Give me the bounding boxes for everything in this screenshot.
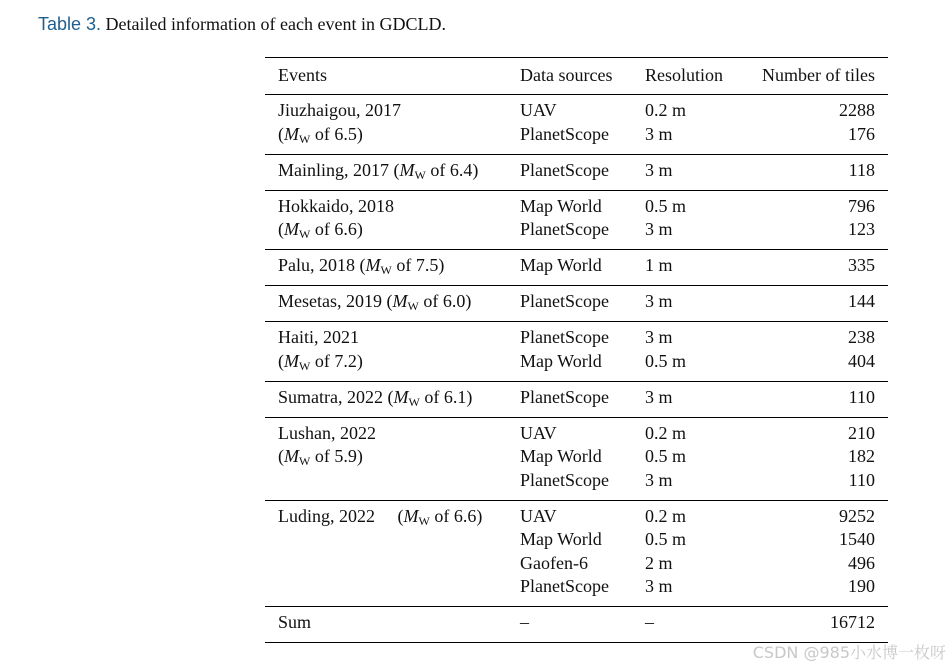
tiles-cell: 144 (848, 291, 875, 311)
sum-label: Sum (278, 612, 312, 632)
header-rule (265, 94, 888, 95)
resolution-cell: 3 m (645, 576, 673, 596)
data-source-cell: UAV (520, 422, 557, 443)
sum-resolution: – (645, 612, 654, 632)
tiles-cell: 335 (848, 255, 875, 275)
table-caption (38, 14, 446, 35)
event-name: Palu, 2018 (278, 255, 356, 275)
tiles-cell: 110 (848, 386, 875, 407)
data-source-cell: UAV (520, 100, 557, 120)
event-name-cell (278, 196, 394, 216)
data-source-cell: Map World (520, 529, 602, 549)
event-name-cell (278, 160, 478, 185)
data-source-cell: PlanetScope (520, 291, 609, 311)
row-rule (265, 154, 888, 155)
tiles-cell: 796 (848, 195, 875, 216)
resolution-cell: 0.5 m (645, 529, 687, 549)
event-name-cell (278, 100, 401, 120)
watermark: CSDN @985小水博一枚呀 (752, 643, 946, 662)
row-rule (265, 606, 888, 607)
row-rule (265, 417, 888, 418)
event-name: Lushan, 2022 (278, 422, 376, 443)
tiles-cell: 404 (848, 350, 875, 371)
row-rule (265, 500, 888, 501)
tiles-cell: 238 (848, 327, 875, 347)
resolution-cell: 3 m (645, 291, 673, 311)
tiles-cell: 2288 (839, 100, 875, 120)
row-rule (265, 321, 888, 322)
row-rule (265, 190, 888, 191)
header-events: Events (278, 65, 327, 85)
event-name: Haiti, 2021 (278, 327, 359, 347)
data-source-cell: Map World (520, 350, 602, 371)
event-name-cell (278, 423, 376, 443)
event-magnitude-cell (278, 351, 363, 376)
resolution-cell: 3 m (645, 469, 673, 490)
tiles-cell: 210 (848, 422, 875, 443)
event-name: Mainling, 2017 (278, 159, 389, 180)
magnitude: ($M_W$ of 6.6) (397, 505, 483, 528)
caption-text: Detailed information of each event in GDCLD. (105, 14, 446, 34)
magnitude: ($M_W$ of 6.0) (386, 291, 472, 313)
magnitude: ($M_W$ of 6.1) (387, 386, 473, 409)
data-source-cell: Map World (520, 446, 602, 466)
event-name: Mesetas, 2019 (278, 291, 382, 311)
sum-data-sources: – (520, 612, 529, 632)
resolution-cell: 3 m (645, 386, 673, 407)
data-source-cell: PlanetScope (520, 123, 609, 144)
event-name: Jiuzhaigou, 2017 (278, 100, 401, 120)
data-source-cell: PlanetScope (520, 576, 609, 596)
data-source-cell: PlanetScope (520, 219, 609, 239)
sum-tiles: 16712 (830, 612, 875, 632)
row-rule (265, 285, 888, 286)
row-rule (265, 249, 888, 250)
event-name-cell (278, 327, 359, 347)
data-source-cell: PlanetScope (520, 386, 609, 407)
resolution-cell: 0.2 m (645, 505, 687, 526)
event-magnitude-cell (278, 219, 363, 244)
event-name: Luding, 2022 (278, 505, 375, 526)
data-source-cell: PlanetScope (520, 469, 609, 490)
row-rule (265, 381, 888, 382)
tiles-cell: 9252 (839, 505, 875, 526)
event-magnitude-cell (278, 446, 363, 471)
resolution-cell: 0.2 m (645, 422, 687, 443)
resolution-cell: 2 m (645, 552, 673, 573)
magnitude: ($M_W$ of 5.9) (278, 446, 363, 468)
event-name: Sumatra, 2022 (278, 386, 383, 407)
magnitude: ($M_W$ of 6.6) (278, 219, 363, 241)
magnitude: ($M_W$ of 6.5) (278, 123, 363, 146)
resolution-cell: 3 m (645, 159, 673, 180)
resolution-cell: 1 m (645, 255, 673, 275)
header-number-of-tiles: Number of tiles (762, 65, 875, 85)
event-magnitude-cell (278, 124, 363, 149)
event-name: Hokkaido, 2018 (278, 195, 394, 216)
event-name-cell (278, 255, 444, 280)
data-source-cell: Map World (520, 255, 602, 275)
magnitude: ($M_W$ of 6.4) (393, 159, 479, 182)
resolution-cell: 3 m (645, 123, 673, 144)
data-source-cell: UAV (520, 505, 557, 526)
tiles-cell: 496 (848, 552, 875, 573)
event-name-cell (278, 291, 471, 316)
resolution-cell: 0.5 m (645, 195, 687, 216)
tiles-cell: 182 (848, 446, 875, 466)
tiles-cell: 176 (848, 123, 875, 144)
resolution-cell: 0.5 m (645, 350, 687, 371)
resolution-cell: 0.5 m (645, 446, 687, 466)
event-name-cell (278, 387, 472, 412)
data-source-cell: Gaofen-6 (520, 552, 588, 573)
data-source-cell: PlanetScope (520, 327, 609, 347)
resolution-cell: 0.2 m (645, 100, 687, 120)
top-rule (265, 57, 888, 58)
resolution-cell: 3 m (645, 219, 673, 239)
data-source-cell: Map World (520, 195, 602, 216)
event-name-cell (278, 506, 482, 531)
table-label: Table 3. (38, 14, 102, 34)
tiles-cell: 190 (848, 576, 875, 596)
data-source-cell: PlanetScope (520, 159, 609, 180)
tiles-cell: 123 (848, 219, 875, 239)
tiles-cell: 118 (848, 159, 875, 180)
tiles-cell: 110 (848, 469, 875, 490)
header-data-sources: Data sources (520, 65, 613, 85)
header-resolution: Resolution (645, 65, 724, 85)
tiles-cell: 1540 (839, 529, 875, 549)
resolution-cell: 3 m (645, 327, 673, 347)
magnitude: ($M_W$ of 7.2) (278, 350, 363, 373)
magnitude: ($M_W$ of 7.5) (359, 255, 445, 277)
